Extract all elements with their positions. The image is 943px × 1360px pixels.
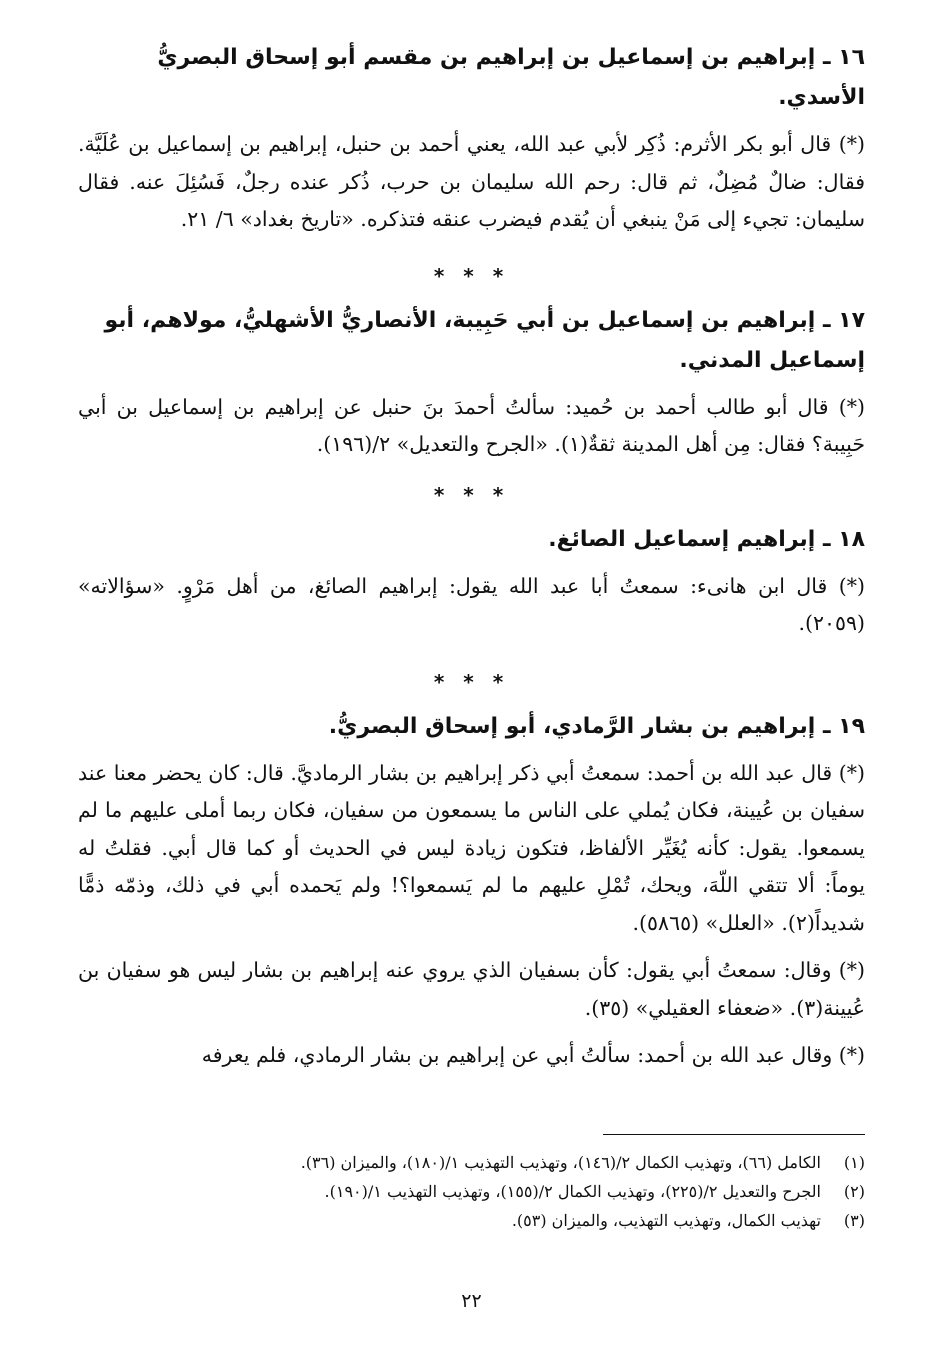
entry-paragraph-19-b: (*) وقال: سمعتُ أبي يقول: كأن بسفيان الذي يروي عنه إبراهيم بن بشار ليس هو سفيان بن عُيينة(٣). «ضعفاء العقيلي» (٣٥). xyxy=(78,958,865,1020)
entry-paragraph-18: (*) قال ابن هانىء: سمعتُ أبا عبد الله يقول: إبراهيم الصائغ، من أهل مَرْوٍ. «سؤالاته» (٢٠٥٩). xyxy=(78,573,865,635)
footnote-number: (٣) xyxy=(843,1211,865,1230)
entry-paragraph-16: (*) قال أبو بكر الأثرم: ذُكِر لأبي عبد الله، يعني أحمد بن حنبل، إبراهيم بن إسماعيل بن عُلَيَّة. فقال: ضالٌ مُضِلٌ، ثم قال: رحم الله سليمان بن حرب، ذُكر عنده رجلٌ، فَسُئِلَ عنه. فقال سليمان: تجيء إلى مَنْ ينبغي أن يُقدم فيضرب عنقه فتذكره. «تاريخ بغداد» ٦/ ٢١. xyxy=(78,132,865,231)
footnote-number: (١) xyxy=(843,1153,865,1172)
footnote-text: الكامل (٦٦)، وتهذيب الكمال ٢/(١٤٦)، وتهذيب التهذيب ١/(١٨٠)، والميزان (٣٦). xyxy=(300,1153,821,1172)
footnote-3 xyxy=(78,1206,865,1235)
section-separator: * * * xyxy=(433,669,510,694)
entry-heading-19: ١٩ ـ إبراهيم بن بشار الرَّمادي، أبو إسحاق البصريُّ. xyxy=(328,713,865,739)
entry-paragraph-17: (*) قال أبو طالب أحمد بن حُميد: سألتُ أحمدَ بنَ حنبل عن إبراهيم بن إسماعيل بن أبي حَبِيبة؟ فقال: مِن أهل المدينة ثقةٌ(١). «الجرح والتعديل» ٢/(١٩٦). xyxy=(78,394,865,456)
section-separator: * * * xyxy=(433,482,510,507)
footnote-text: الجرح والتعديل ٢/(٢٢٥)، وتهذيب الكمال ٢/(١٥٥)، وتهذيب التهذيب ١/(١٩٠). xyxy=(324,1182,821,1201)
entry-heading-18: ١٨ ـ إبراهيم إسماعيل الصائغ. xyxy=(548,526,865,552)
page-number: ٢٢ xyxy=(461,1290,482,1312)
footnote-divider xyxy=(603,1134,865,1135)
entry-heading-17: ١٧ ـ إبراهيم بن إسماعيل بن أبي حَبِيبة، الأنصاريُّ الأشهليُّ، مولاهم، أبو إسماعيل المدني. xyxy=(104,307,865,373)
footnotes xyxy=(78,1148,865,1235)
entry-paragraph-19-a: (*) قال عبد الله بن أحمد: سمعتُ أبي ذكر إبراهيم بن بشار الرماديَّ. قال: كان يحضر معنا عند سفيان بن عُيينة، فكان يُملي على الناس ما يسمعون من سفيان، فكان ربما أملى عليهم ما لم يسمعوا. يقول: كأنه يُغَيِّر الألفاظ، فتكون زيادة ليس في الحديث أو كما قال أبي. فقلتُ له يوماً: ألا تتقي اللّهَ، ويحك، تُمْلِ عليهم ما لم يَسمعوا؟! ولم يَحمده أبي في ذلك، وذمّه ذمًّا شديداً(٢). «العلل» (٥٨٦٥). xyxy=(78,760,865,935)
entry-heading-16: ١٦ ـ إبراهيم بن إسماعيل بن إبراهيم بن مقسم أبو إسحاق البصريُّ الأسدي. xyxy=(157,45,865,110)
footnote-1 xyxy=(78,1148,865,1177)
footnote-number: (٢) xyxy=(843,1182,865,1201)
section-separator: * * * xyxy=(433,263,510,288)
footnote-text: تهذيب الكمال، وتهذيب التهذيب، والميزان (٥٣). xyxy=(511,1211,821,1230)
footnote-2 xyxy=(78,1177,865,1206)
entry-paragraph-19-c: (*) وقال عبد الله بن أحمد: سألتُ أبي عن إبراهيم بن بشار الرمادي، فلم يعرفه xyxy=(201,1043,865,1067)
